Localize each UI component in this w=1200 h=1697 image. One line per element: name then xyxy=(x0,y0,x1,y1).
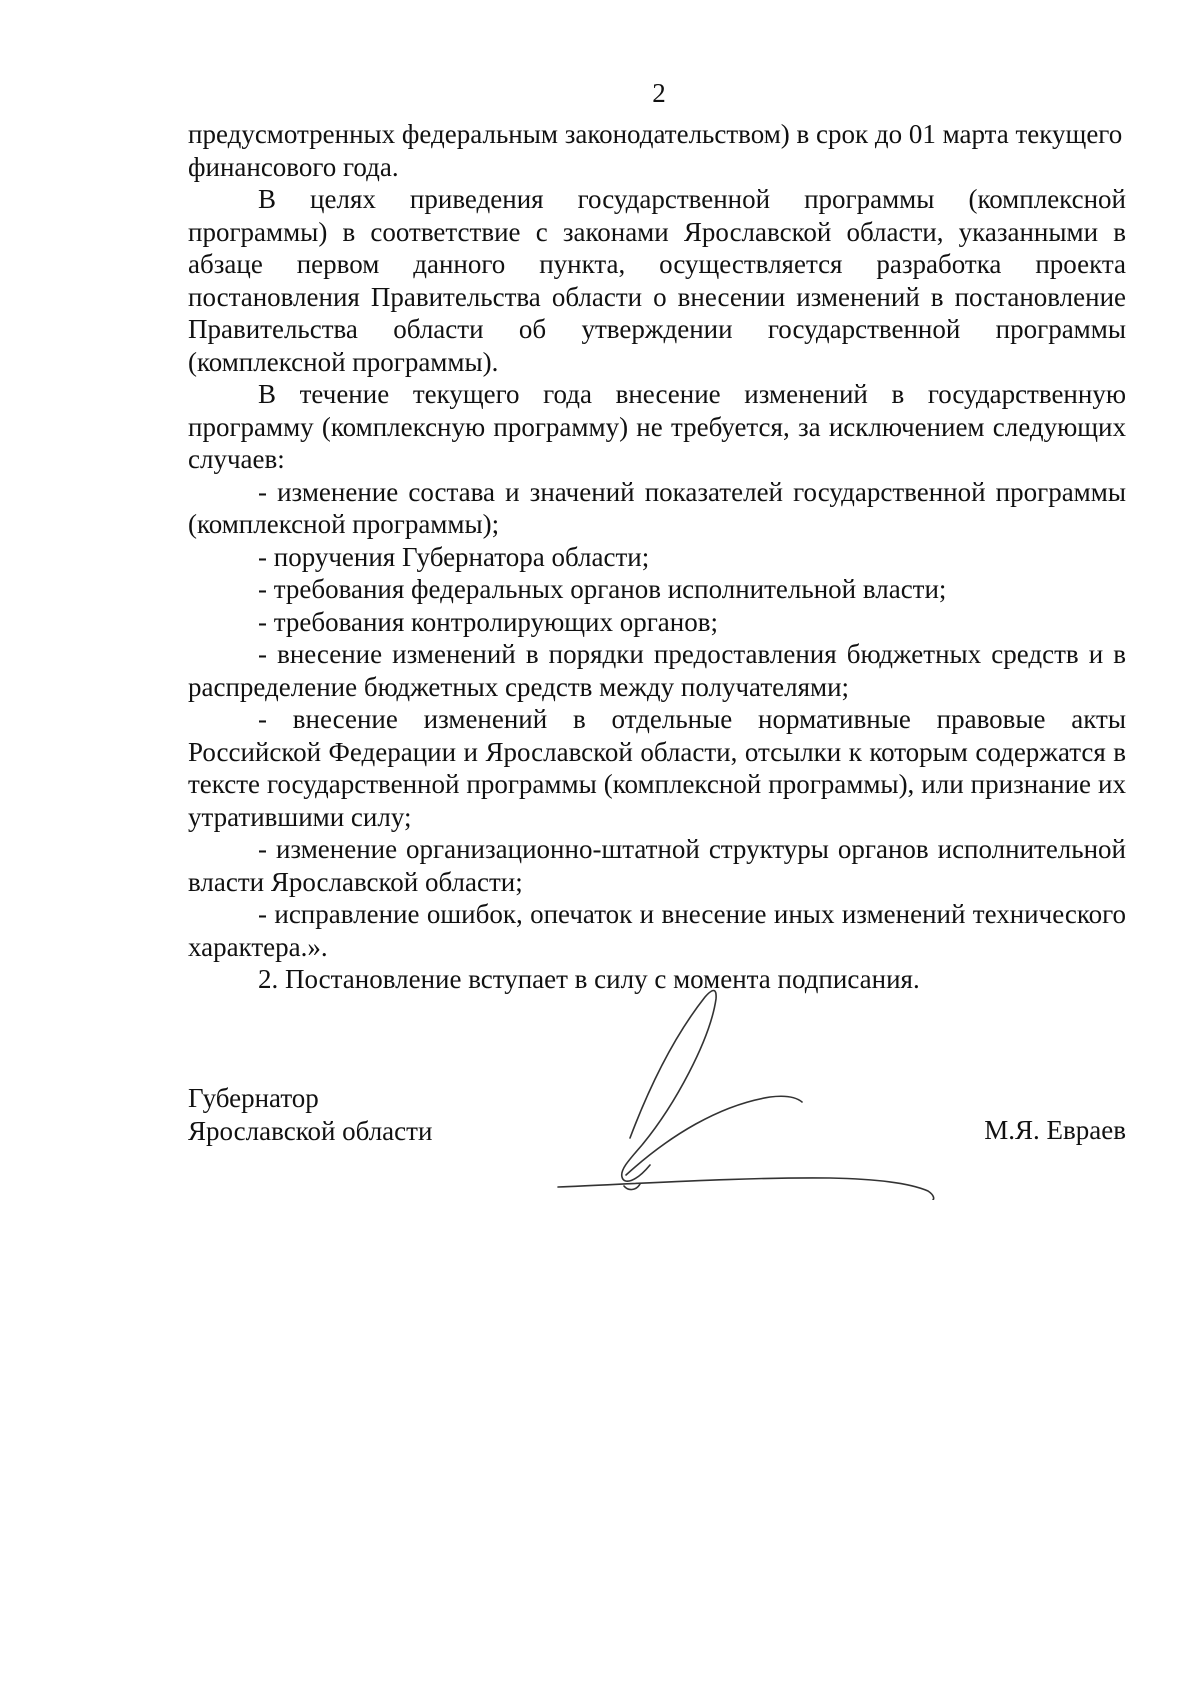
handwritten-signature xyxy=(550,985,970,1200)
signatory-position xyxy=(188,1082,432,1147)
list-item: - требования контролирующих органов; xyxy=(258,606,718,637)
list-item: - требования федеральных органов исполнительной власти; xyxy=(258,574,947,604)
list-item: - исправление ошибок, опечаток и внесение иных изменений технического характера.». xyxy=(188,899,1126,962)
list-item: - внесение изменений в отдельные нормативные правовые акты Российской Федерации и Ярославской области, отсылки к которым содержатся в тексте государственной программы (комплексной программы), или признание их утратившими силу; xyxy=(188,704,1126,832)
paragraph-continuation: предусмотренных федеральным законодательством) в срок до 01 марта текущего финансового года. xyxy=(188,119,1123,182)
paragraph-exceptions-intro: В течение текущего года внесение изменений в государственную программу (комплексную программу) не требуется, за исключением следующих случаев: xyxy=(188,379,1126,474)
list-item: - изменение организационно-штатной структуры органов исполнительной власти Ярославской области; xyxy=(188,834,1126,897)
position-title: Губернатор xyxy=(188,1083,319,1113)
document-body xyxy=(188,118,1126,996)
list-item: - поручения Губернатора области; xyxy=(258,541,650,572)
position-region: Ярославской области xyxy=(188,1115,433,1146)
paragraph-program-alignment: В целях приведения государственной программы (комплексной программы) в соответствие с законами Ярославской области, указанными в абзаце первом данного пункта, осуществляется разработка проекта постановления Правительства области о внесении изменений в постановление Правительства области об утверждении государственной программы (комплексной программы). xyxy=(188,184,1126,377)
list-item: - изменение состава и значений показателей государственной программы (комплексной программы); xyxy=(188,476,1126,539)
final-clause: 2. Постановление вступает в силу с момента подписания. xyxy=(258,964,920,994)
list-item: - внесение изменений в порядки предоставления бюджетных средств и в распределение бюджетных средств между получателями; xyxy=(188,639,1126,702)
page-number: 2 xyxy=(652,78,666,108)
signatory-name: М.Я. Евраев xyxy=(984,1115,1126,1145)
